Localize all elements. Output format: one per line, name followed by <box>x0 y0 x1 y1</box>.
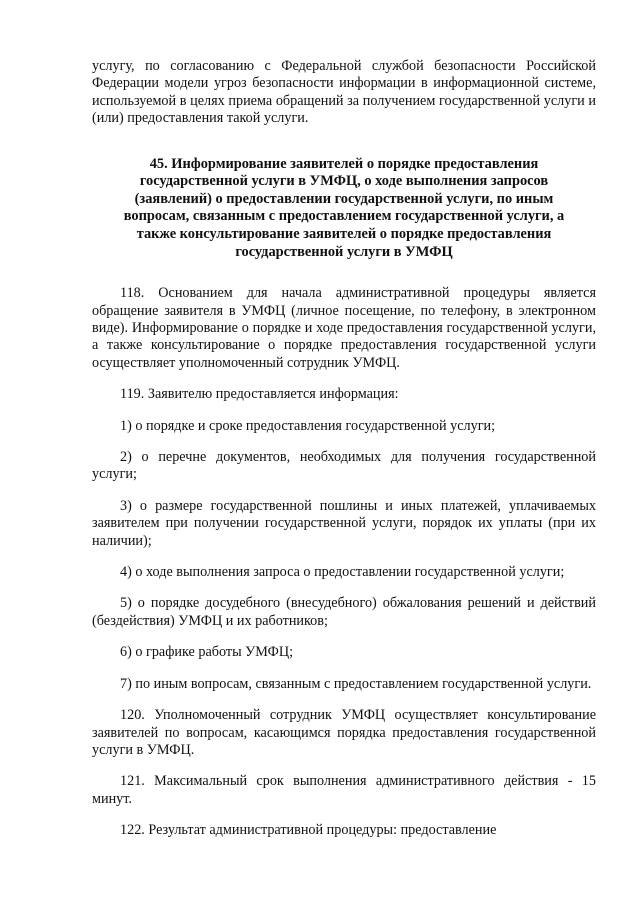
list-item-6: 6) о графике работы УМФЦ; <box>120 644 294 661</box>
list-item-5: 5) о порядке досудебного (внесудебного) обжалования решений и действий (бездействия) УМФЦ и их работников; <box>92 595 596 629</box>
paragraph-119: 119. Заявителю предоставляется информация: <box>120 386 399 403</box>
paragraph-121: 121. Максимальный срок выполнения административного действия - 15 минут. <box>92 773 596 807</box>
list-item-3: 3) о размере государственной пошлины и иных платежей, уплачиваемых заявителем при получении государственной услуги, порядок их уплаты (при их наличии); <box>92 497 596 549</box>
paragraph-118: 118. Основанием для начала административной процедуры является обращение заявителя в УМФЦ (личное посещение, по телефону, в электронном виде). Информирование о порядке и ходе предоставления государственной услуги, а также консультирование о порядке предоставления государственной услуги осуществляет уполномоченный сотрудник УМФЦ. <box>92 285 596 371</box>
list-item-2: 2) о перечне документов, необходимых для получения государственной услуги; <box>92 449 596 483</box>
list-item-7: 7) по иным вопросам, связанным с предоставлением государственной услуги. <box>120 675 592 692</box>
paragraph-122: 122. Результат административной процедуры: предоставление <box>120 822 497 839</box>
list-item-4: 4) о ходе выполнения запроса о предоставлении государственной услуги; <box>120 564 565 581</box>
list-item-1: 1) о порядке и сроке предоставления государственной услуги; <box>120 417 496 434</box>
intro-paragraph: услугу, по согласованию с Федеральной службой безопасности Российской Федерации модели угроз безопасности информации в информационной системе, используемой в целях приема обращений за получением государственной услуги и (или) предоставления такой услуги. <box>92 58 596 127</box>
paragraph-120: 120. Уполномоченный сотрудник УМФЦ осуществляет консультирование заявителей по вопросам, касающимся порядка предоставления государственной услуги в УМФЦ. <box>92 707 596 758</box>
document-page <box>92 58 596 840</box>
section-heading: 45. Информирование заявителей о порядке предоставления государственной услуги в УМФЦ, о ходе выполнения запросов (заявлений) о предоставлении государственной услуги, по иным вопросам, связанным с предоставлением государственной услуги, а также консультирование заявителей о порядке предоставления государственной услуги в УМФЦ <box>123 155 565 260</box>
